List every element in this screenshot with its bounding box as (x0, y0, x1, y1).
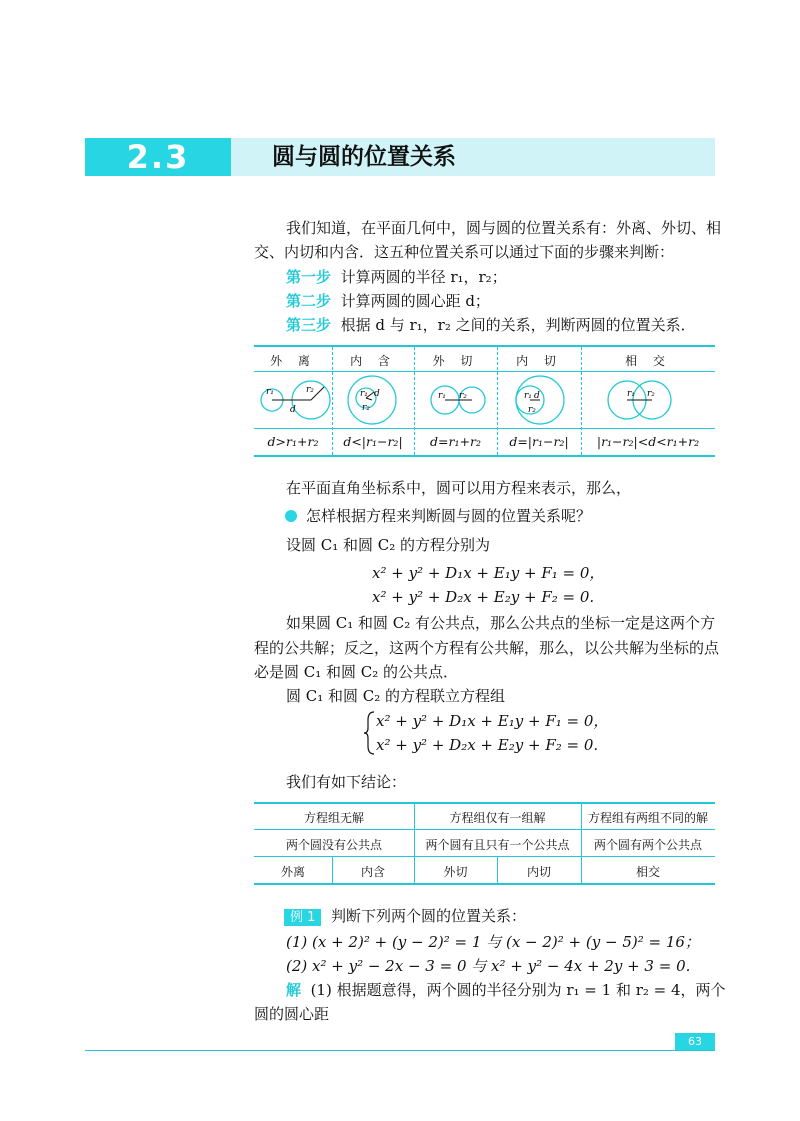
ct-r3-neiqie: 内切 (526, 865, 551, 879)
rt-formula-waili: d>r₁+r₂ (267, 434, 319, 449)
system-equation-2: x² + y² + D₂x + E₂y + F₂ = 0. (376, 736, 599, 754)
system-brace (362, 710, 376, 756)
rt-formula-xiangjiao: |r₁−r₂|<d<r₁+r₂ (596, 434, 700, 449)
fig-label-r2: r₂ (306, 385, 314, 395)
solution-label: 解 (286, 981, 302, 999)
fig-label-r1: r₁ (524, 391, 532, 401)
ct-r3-xiangjiao: 相交 (635, 865, 660, 879)
ct-r2-one-common: 两个圆有且只有一个公共点 (425, 838, 570, 852)
fig-label-r2: r₂ (647, 389, 655, 399)
rt-header-xiangjiao: 相 交 (625, 354, 671, 368)
footer-line (85, 1050, 715, 1051)
ct-r3-neihan: 内含 (360, 865, 385, 879)
fig-label-r2: r₂ (459, 391, 467, 401)
intro-line-2: 交、内切和内含．这五种位置关系可以通过下面的步骤来判断： (254, 243, 675, 261)
example-item-2: (2) x² + y² − 2x − 3 = 0 与 x² + y² − 4x + 2y + 3 = 0. (286, 957, 691, 975)
fig-label-r1: r₁ (266, 387, 274, 397)
fig-label-d: d (534, 391, 540, 401)
conclusion-intro: 我们有如下结论： (286, 773, 407, 791)
fig-label-r2: r₂ (528, 405, 536, 415)
ct-r1-no-solution: 方程组无解 (303, 811, 364, 825)
relation-figures (254, 372, 715, 428)
ct-bottom-line (254, 883, 715, 885)
para-3-line-1: 如果圆 C₁ 和圆 C₂ 有公共点，那么公共点的坐标一定是这两个方 (286, 614, 716, 632)
fig-label-d: d (290, 405, 296, 415)
step-2 (286, 289, 490, 313)
section-number: 2.3 (126, 138, 190, 176)
step-3-text: 根据 d 与 r₁，r₂ 之间的关系，判断两圆的位置关系． (340, 316, 696, 334)
equation-1: x² + y² + D₁x + E₁y + F₁ = 0， (372, 564, 605, 582)
ct-r2-two-common: 两个圆有两个公共点 (593, 838, 702, 852)
solution-line-2: 圆的圆心距 (254, 1005, 330, 1023)
step-3 (286, 313, 696, 337)
section-title: 圆与圆的位置关系 (272, 144, 456, 170)
step-2-label: 第二步 (286, 292, 332, 310)
para-4: 圆 C₁ 和圆 C₂ 的方程联立方程组 (286, 687, 506, 705)
rt-figure-line (254, 428, 715, 429)
example-prompt: 判断下列两个圆的位置关系： (330, 907, 526, 925)
ct-r3-waiqie: 外切 (443, 865, 468, 879)
ct-r1-one-solution: 方程组仅有一组解 (449, 811, 546, 825)
setup-text: 设圆 C₁ 和圆 C₂ 的方程分别为 (286, 536, 491, 554)
solution-line-1 (286, 978, 726, 1002)
ct-r1-two-solutions: 方程组有两组不同的解 (587, 811, 708, 825)
rt-formula-neihan: d<|r₁−r₂| (343, 434, 403, 449)
para-2: 在平面直角坐标系中，圆可以用方程来表示，那么， (286, 479, 632, 497)
system-equation-1: x² + y² + D₁x + E₁y + F₁ = 0， (376, 712, 609, 730)
ct-top-line (254, 802, 715, 804)
ct-r3-waili: 外离 (280, 865, 305, 879)
intro-line-1: 我们知道，在平面几何中，圆与圆的位置关系有：外离、外切、相 (286, 219, 722, 237)
rt-formula-neiqie: d=|r₁−r₂| (509, 434, 569, 449)
equation-2: x² + y² + D₂x + E₂y + F₂ = 0. (372, 588, 595, 606)
fig-label-r1: r₁ (360, 389, 368, 399)
rt-header-waili: 外 离 (270, 354, 316, 368)
solution-text: (1) 根据题意得，两个圆的半径分别为 r₁ = 1 和 r₂ = 4，两个 (310, 981, 726, 999)
ct-r2-no-common: 两个圆没有公共点 (285, 838, 382, 852)
step-2-text: 计算两圆的圆心距 d； (340, 292, 490, 310)
question-text: 怎样根据方程来判断圆与圆的位置关系呢？ (306, 507, 592, 525)
fig-label-d: d (374, 389, 380, 399)
example-item-1: (1) (x + 2)² + (y − 2)² = 1 与 (x − 2)² + (y − 5)² = 16； (286, 933, 700, 951)
example-1 (284, 904, 526, 930)
para-3-line-2: 程的公共解；反之，这两个方程有公共解，那么，以公共解为坐标的点 (254, 639, 720, 657)
fig-label-r1: r₁ (438, 391, 446, 401)
question-dot-icon (285, 510, 297, 522)
rt-formula-waiqie: d=r₁+r₂ (430, 434, 481, 449)
ct-row-line (254, 856, 715, 857)
rt-header-neiqie: 内 切 (516, 354, 562, 368)
fig-label-r1: r₁ (627, 389, 635, 399)
para-3-line-3: 必是圆 C₁ 和圆 C₂ 的公共点． (254, 663, 459, 681)
step-3-label: 第三步 (286, 316, 332, 334)
step-1 (286, 265, 507, 289)
rt-header-waiqie: 外 切 (432, 354, 479, 368)
page-number: 63 (675, 1033, 715, 1050)
step-1-text: 计算两圆的半径 r₁，r₂； (340, 268, 507, 286)
rt-header-neihan: 内 含 (350, 354, 396, 368)
step-1-label: 第一步 (286, 268, 332, 286)
rt-top-line (254, 345, 715, 347)
rt-bottom-line (254, 455, 715, 457)
example-label: 例 1 (284, 909, 321, 926)
ct-row-line (254, 829, 715, 830)
fig-label-r2: r₂ (362, 403, 370, 413)
